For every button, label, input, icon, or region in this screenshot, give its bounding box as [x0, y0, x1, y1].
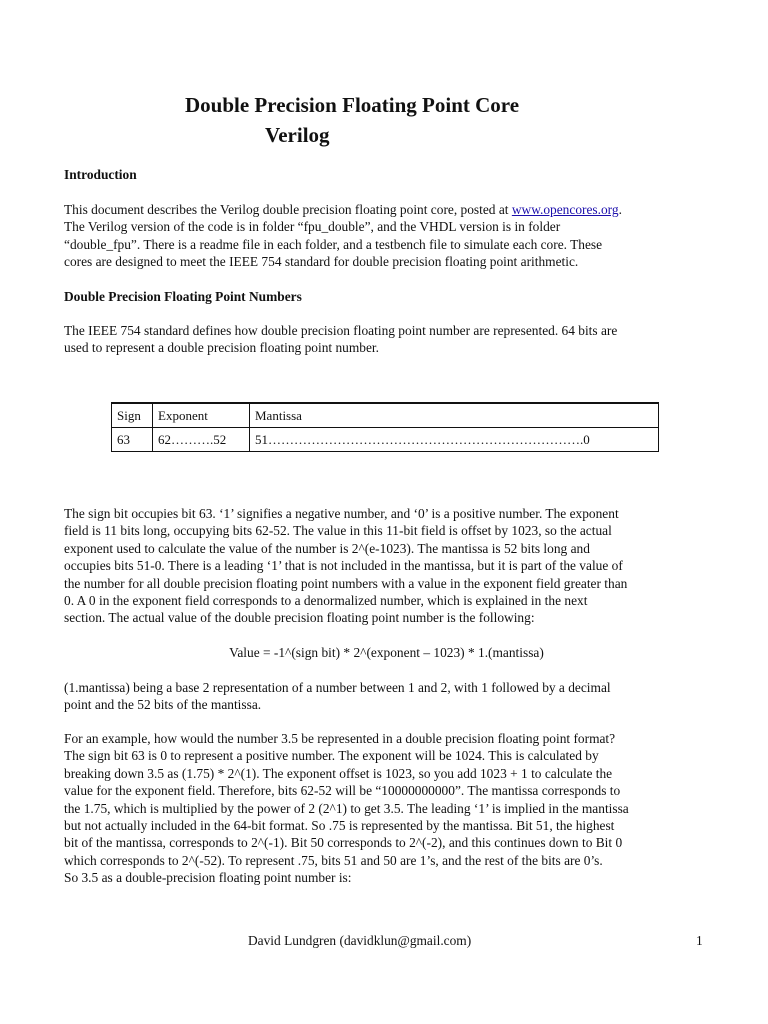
- table-header-sign: Sign: [112, 403, 153, 428]
- paragraph-line: but not actually included in the 64-bit format. So .75 is represented by the mantissa. Bit 51, the highest: [64, 818, 615, 834]
- table-row: [112, 428, 659, 452]
- page-number: 1: [696, 933, 703, 948]
- paragraph-line: bit of the mantissa, corresponds to 2^(-1). Bit 50 corresponds to 2^(-2), and this continues down to Bit 0: [64, 835, 623, 851]
- table-header-mantissa: Mantissa: [250, 403, 659, 428]
- paragraph-line: which corresponds to 2^(-52). To represent .75, bits 51 and 50 are 1’s, and the rest of the bits are 0’s.: [64, 852, 603, 868]
- paragraph-line: field is 11 bits long, occupying bits 62-52. The value in this 11-bit field is offset by 1023, so the actual: [64, 523, 612, 539]
- numbers-section-heading: Double Precision Floating Point Numbers: [64, 289, 302, 304]
- paragraph-line: section. The actual value of the double precision floating point number is the following:: [64, 610, 535, 626]
- mantissa-paragraph: [64, 679, 709, 714]
- numbers-section-paragraph: [64, 322, 709, 357]
- paragraph-line: So 3.5 as a double-precision floating point number is:: [64, 870, 352, 886]
- document-subtitle: Verilog: [265, 123, 330, 147]
- paragraph-line: breaking down 3.5 as (1.75) * 2^(1). The exponent offset is 1023, so you add 1023 + 1 to calculate the: [64, 765, 613, 781]
- paragraph-line: the number for all double precision floating point numbers with a value in the exponent field greater than: [64, 575, 628, 591]
- introduction-line: [64, 201, 709, 218]
- paragraph-line: For an example, how would the number 3.5 be represented in a double precision floating point format?: [64, 731, 616, 746]
- paragraph-line: The sign bit occupies bit 63. ‘1’ signifies a negative number, and ‘0’ is a positive number. The exponent: [64, 506, 619, 521]
- paragraph-line: The IEEE 754 standard defines how double precision floating point number are represented. 64 bits are: [64, 323, 618, 338]
- paragraph-line: value for the exponent field. Therefore, bits 62-52 will be “10000000000”. The mantissa corresponds to: [64, 783, 621, 799]
- bit-layout-table: [111, 402, 659, 452]
- introduction-line: cores are designed to meet the IEEE 754 standard for double precision floating point arithmetic.: [64, 254, 579, 270]
- paragraph-line: the 1.75, which is multiplied by the power of 2 (2^1) to get 3.5. The leading ‘1’ is implied in the mantissa: [64, 800, 629, 816]
- paragraph-line: 0. A 0 in the exponent field corresponds to a denormalized number, which is explained in the next: [64, 593, 588, 609]
- intro-text: This document describes the Verilog double precision floating point core, posted at: [64, 202, 512, 217]
- paragraph-line: (1.mantissa) being a base 2 representation of a number between 1 and 2, with 1 followed by a decimal: [64, 680, 611, 695]
- table-header-row: [112, 403, 659, 428]
- table-header-exponent: Exponent: [153, 403, 250, 428]
- sign-bit-paragraph: [64, 505, 709, 627]
- paragraph-line: The sign bit 63 is 0 to represent a positive number. The exponent will be 1024. This is calculated by: [64, 748, 599, 764]
- paragraph-line: occupies bits 51-0. There is a leading ‘1’ that is not included in the mantissa, but it is part of the value of: [64, 558, 623, 574]
- document-title: Double Precision Floating Point Core: [185, 93, 520, 117]
- introduction-line: “double_fpu”. There is a readme file in each folder, and a testbench file to simulate each core. These: [64, 236, 603, 252]
- table-cell-exponent-bits: 62……….52: [153, 428, 250, 452]
- paragraph-line: used to represent a double precision floating point number.: [64, 340, 379, 356]
- table-cell-sign-bit: 63: [112, 428, 153, 452]
- table-cell-mantissa-bits: 51……………………………………………………………….0: [250, 428, 659, 452]
- introduction-heading: Introduction: [64, 167, 137, 182]
- introduction-paragraph: [64, 201, 709, 271]
- paragraph-line: exponent used to calculate the value of the number is 2^(e-1023). The mantissa is 52 bits long and: [64, 540, 590, 556]
- paragraph-line: point and the 52 bits of the mantissa.: [64, 697, 262, 713]
- value-formula: Value = -1^(sign bit) * 2^(exponent – 1023) * 1.(mantissa): [229, 645, 544, 660]
- opencores-link[interactable]: www.opencores.org: [511, 202, 619, 217]
- intro-text-end: .: [618, 202, 622, 217]
- introduction-line: The Verilog version of the code is in folder “fpu_double”, and the VHDL version is in folder: [64, 219, 561, 235]
- example-paragraph: [64, 730, 709, 887]
- footer-author: David Lundgren (davidklun@gmail.com): [248, 933, 472, 948]
